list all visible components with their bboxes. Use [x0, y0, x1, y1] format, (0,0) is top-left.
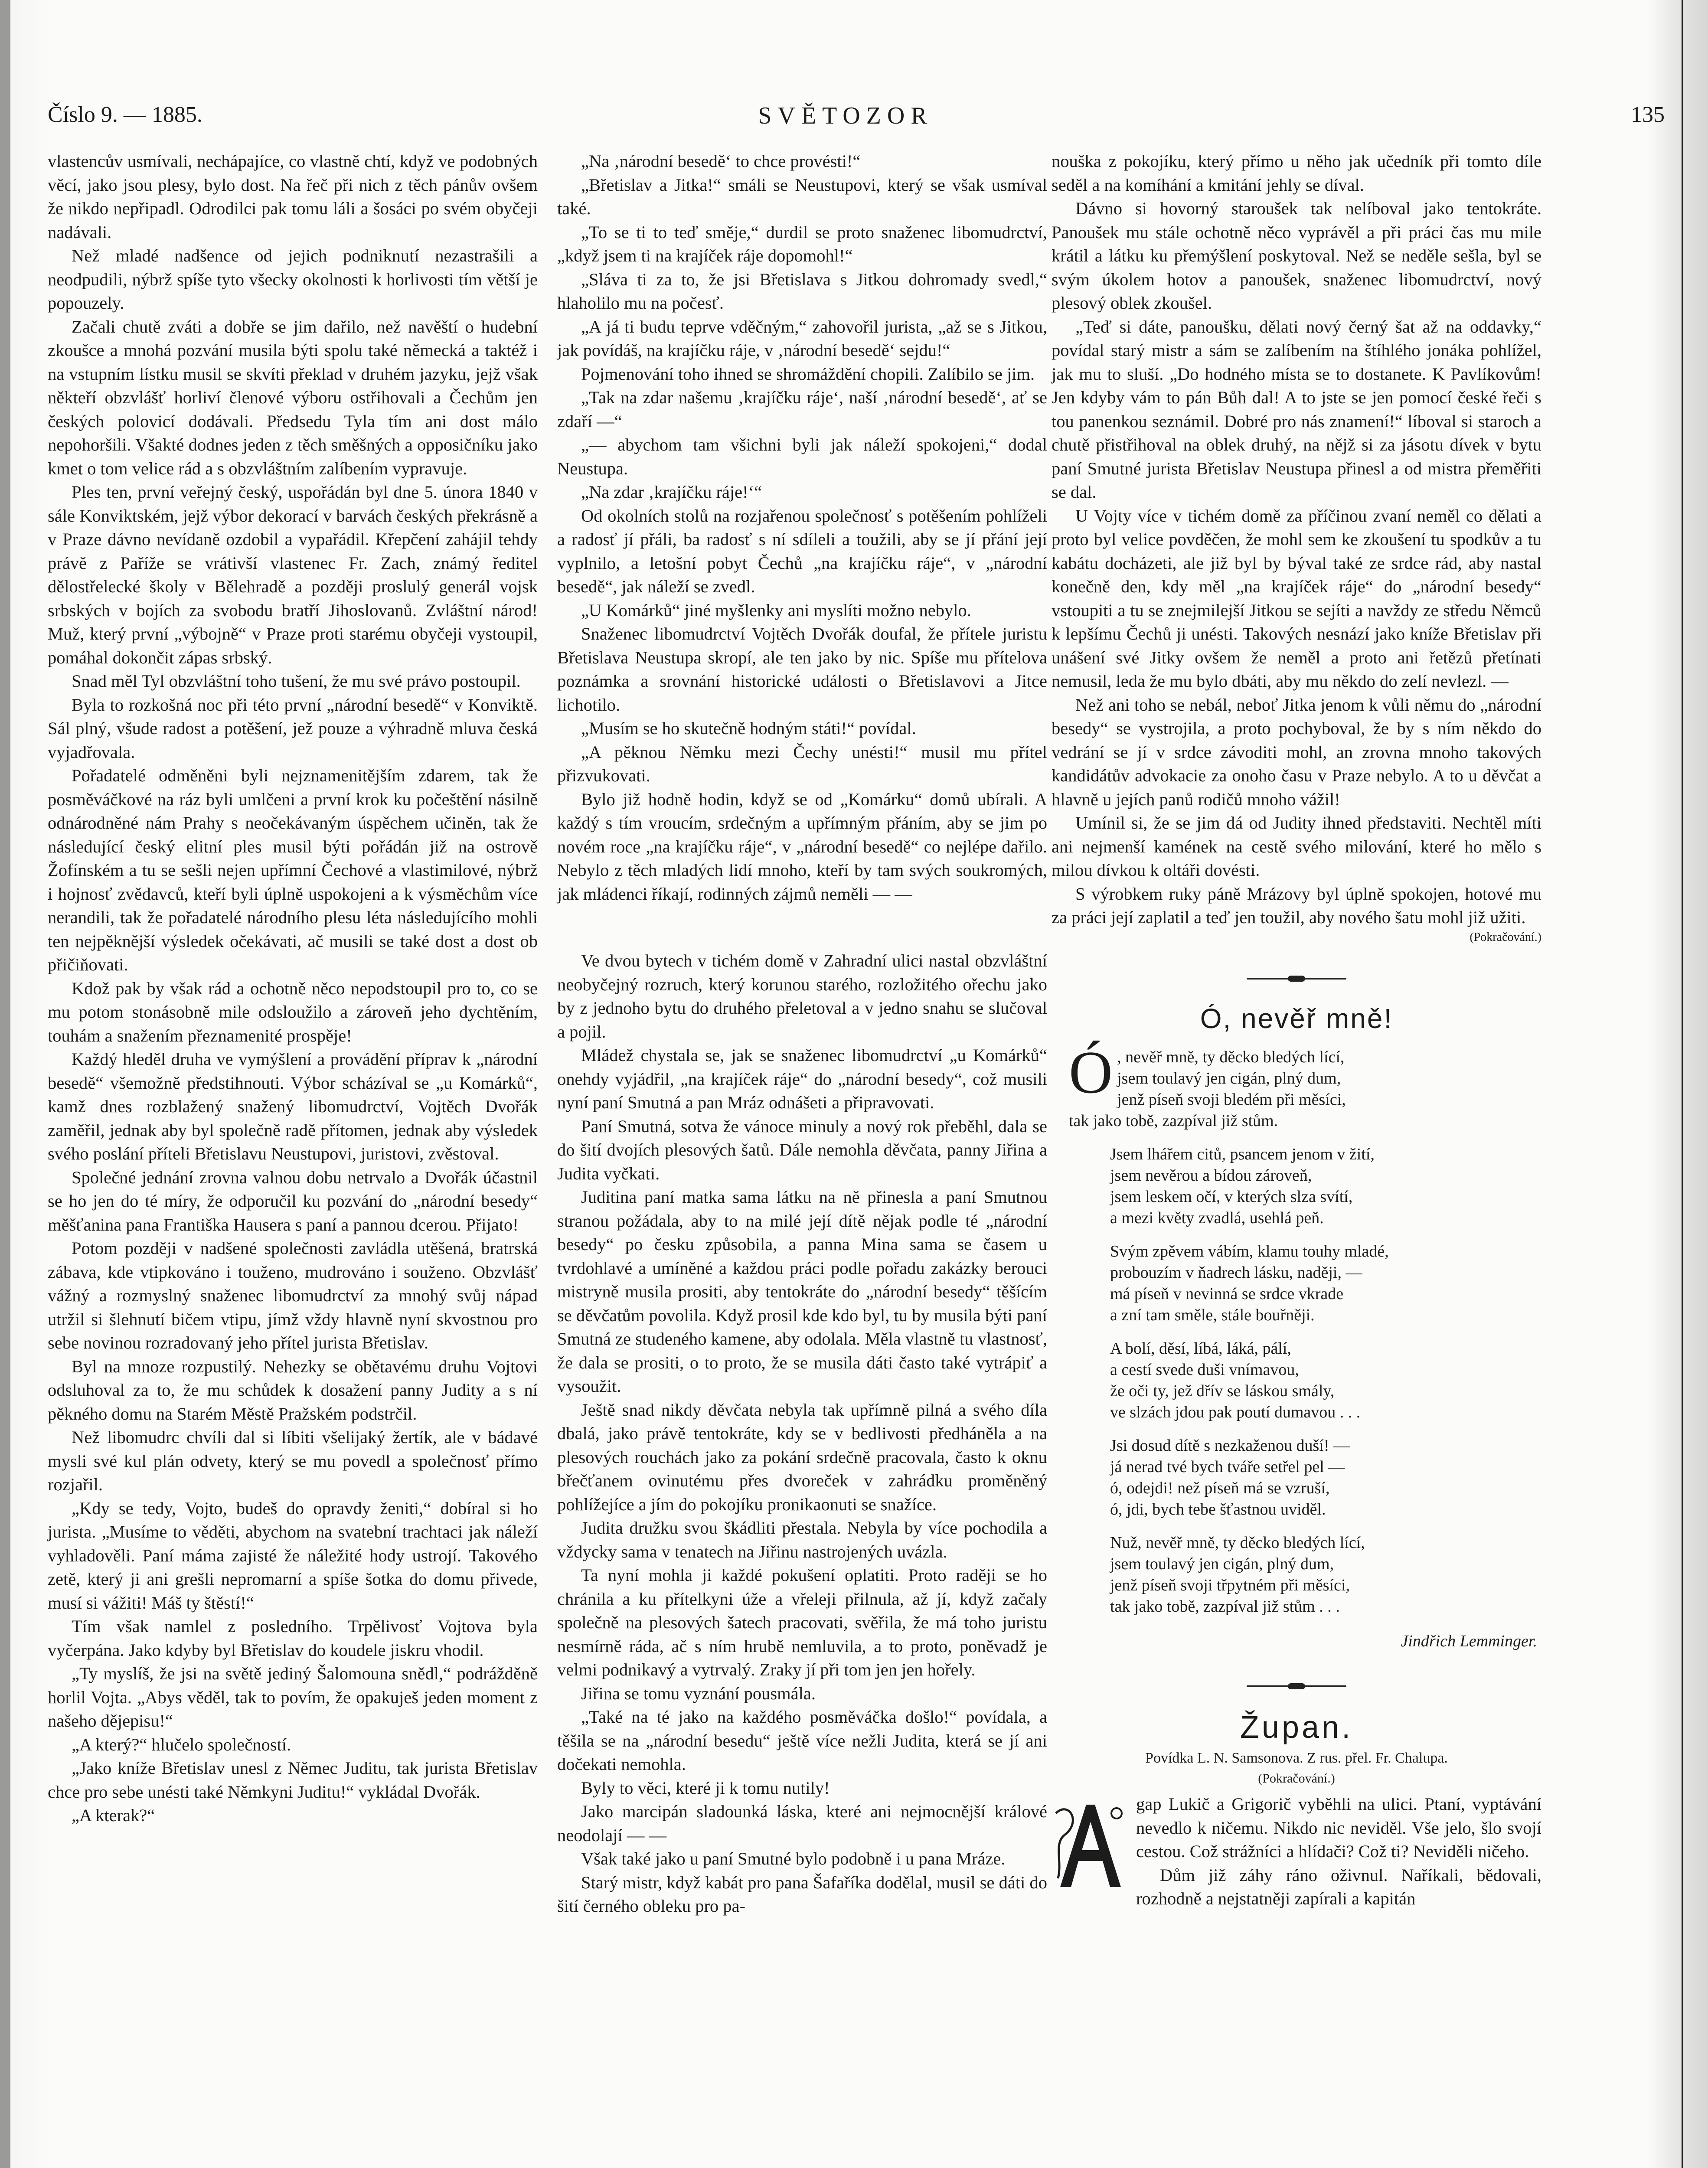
poem-line: jsem toulavý jen cigán, plný dum,: [1110, 1554, 1334, 1573]
poem-line: jenž píseň svoji třpytném při měsíci,: [1110, 1576, 1350, 1594]
paragraph: Byl na mnoze rozpustilý. Nehezky se obětavému druhu Vojtovi odsluhoval za to, že mu schůdek k dosažení panny Judity a s ní pěkného domu na Starém Městě Pražském podstrčil.: [48, 1356, 538, 1424]
paragraph: Ta nyní mohla ji každé pokušení oplatiti. Proto raději se ho chránila a ku přítelkyni úže a vřeleji přilnula, až jí, když začaly společně na plesových šatech pracovati, svěřila, že má toho juristu nesmírně ráda, ač s ním hrubě nemluvila, a to proto, poněvadž je velmi podnikavý a vytrvalý. Zraky jí při tom jen jen hořely.: [557, 1565, 1047, 1679]
paragraph: Než libomudrc chvíli dal si líbiti všelijaký žertík, ale v bádavé mysli své kul plán odvety, který se mu povedl a společnosť přímo rozjařil.: [48, 1427, 538, 1494]
paragraph: „A já ti budu teprve vděčným,“ zahovořil jurista, „až se s Jitkou, jak povídáš, na krajíčku ráje, v ‚národní besedě‘ sejdu!“: [557, 317, 1047, 360]
paragraph: „Ty myslíš, že jsi na světě jediný Šalomouna snědl,“ podrážděně horlil Vojta. „Abys věděl, tak to povím, že opakuješ jeden moment z našeho dějepisu!“: [48, 1664, 538, 1730]
poem-line: Nuž, nevěř mně, ty děcko bledých lící,: [1110, 1533, 1365, 1552]
ornament-divider: [1247, 1683, 1346, 1689]
paragraph: „Na ‚národní besedě‘ to chce provésti!“: [581, 151, 861, 171]
paragraph: „— abychom tam všichni byli jak náleží spokojeni,“ dodal Neustupa.: [557, 435, 1047, 478]
poem-author: Jindřich Lemminger.: [1401, 1632, 1537, 1650]
paragraph: Však také jako u paní Smutné bylo podobně i u pana Mráze.: [581, 1849, 1006, 1868]
paragraph: „Jako kníže Břetislav unesl z Němec Juditu, tak jurista Břetislav chce pro sebe unésti také Němkyni Juditu!“ vykládal Dvořák.: [48, 1758, 538, 1802]
paragraph: „Sláva ti za to, že jsi Břetislava s Jitkou dohromady svedl,“ hlaholilo mu na počesť.: [557, 269, 1047, 313]
paragraph: „Tak na zdar našemu ‚krajíčku ráje‘, naší ‚národní besedě‘, ať se zdaří —“: [557, 388, 1047, 431]
paragraph: „U Komárků“ jiné myšlenky ani myslíti možno nebylo.: [581, 600, 971, 620]
poem-stanza: [1069, 1435, 1541, 1520]
paragraph: Kdož pak by však rád a ochotně něco nepodstoupil pro to, co se mu potom stonásobně mile odsloužilo a zároveň jeho dychtěním, touhám a snažením přeznamenité prospěje!: [48, 978, 538, 1045]
poem-line: ó, odejdi! než píseň má se vzruší,: [1110, 1479, 1330, 1497]
paragraph: Začali chutě zváti a dobře se jim dařilo, než navěští o hudební zkoušce a mnohá pozvání musila býti spolu také německá a taktéž i na vstupním lístku musil se skvíti překlad v druhém jazyku, jejž však někteří obzvlášť horliví členové výboru ostřihovali a Čechům jen českých polovicí dodávali. Předsedu Tyla tím ani dost málo nepohoršili. Všakté dodnes jeden z těch směšných a opposičníku jako kmet o tom velice rád a s obzvláštním zalíbením vypravuje.: [48, 317, 538, 478]
poem-line: Jsem lhářem citů, psancem jenom v žití,: [1110, 1145, 1375, 1163]
paragraph: „Teď si dáte, panoušku, dělati nový černý šat až na oddavky,“ povídal starý mistr a sám se zalíbením na štíhlého jonáka pohlížel, jak mu to sluší. „Do hodného místa se to dostanete. K Pavlíkovům! Jen kdyby vám to pán Bůh dal! A to jste se jen pomocí české řeči s tou panenkou seznámil. Dobré pro nás znamení!“ líboval si staroch a chutě přistřihoval na oblek druhý, na nějž si za jásotu dívek v bytu paní Smutné jurista Břetislav Neustupa přinesl a od mistra přeměřiti se dal.: [1052, 317, 1541, 502]
paragraph: „Břetislav a Jitka!“ smáli se Neustupovi, který se však usmíval také.: [557, 175, 1047, 218]
paragraph: Ve dvou bytech v tichém domě v Zahradní ulici nastal obzvláštní neobyčejný rozruch, který korunou starého, rozložitého ořechu jako by z jednoho bytu do druhého přeletoval a v jedno snahu se slučoval a pojil.: [557, 951, 1047, 1042]
column-3: [1052, 150, 1541, 1911]
poem-line: ve slzách jdou pak poutí dumavou . . .: [1110, 1403, 1361, 1421]
paragraph: „A kterak?“: [72, 1806, 155, 1825]
column-1: [48, 150, 538, 1828]
binding-shadow: [0, 0, 10, 2168]
poem-line: má píseň v nevinná se srdce vkrade: [1110, 1284, 1344, 1303]
page-number: 135: [1631, 102, 1665, 127]
poem-line: a mezi květy zvadlá, usehlá peň.: [1110, 1208, 1324, 1227]
paragraph: Snad měl Tyl obzvláštní toho tušení, že mu své právo postoupil.: [72, 671, 521, 691]
poem-line: já nerad tvé bych tváře setřel pel —: [1110, 1457, 1345, 1476]
issue-number: Číslo 9. — 1885.: [48, 102, 202, 127]
decorative-dropcap-a-icon: [1052, 1796, 1127, 1891]
story-subtitle: Povídka L. N. Samsonova. Z rus. přel. Fr. Chalupa.: [1145, 1750, 1448, 1766]
paragraph: Mládež chystala se, jak se snaženec libomudrctví „u Komárků“ onehdy vyjádřil, „na krajíček ráje“ do „národní besedy“, což musili nyní paní Smutná a pan Mráz odnášeti a připravovati.: [557, 1045, 1047, 1112]
paragraph: Tím však namlel z posledního. Trpělivosť Vojtova byla vyčerpána. Jako kdyby byl Břetislav do koudele jiskru vhodil.: [48, 1616, 538, 1660]
poem-stanza: [1069, 1144, 1541, 1229]
poem: [1069, 1038, 1541, 1617]
paragraph: nouška z pokojíku, který přímo u něho jak učedník při tomto díle seděl a na komíhání a kmitání jehly se díval.: [1052, 151, 1541, 195]
paragraph: Bylo již hodně hodin, když se od „Komárku“ domů ubírali. A každý s tím vroucím, srdečným a upřímným přáním, aby se jim po novém roce „na krajíčku ráje“, v „národní besedě“ co nejlépe dařilo. Nebylo z těch mladých lidí mnoho, kteří by tam svých soukromých, jak mládenci říkají, rodinných zájmů neměli — —: [557, 789, 1047, 904]
continued-note: (Pokračování.): [1470, 930, 1541, 944]
magazine-title: SVĚTOZOR: [758, 102, 933, 129]
paragraph: S výrobkem ruky páně Mrázovy byl úplně spokojen, hotové mu za práci její zaplatil a teď jen toužil, aby nového šatu mohl již užiti.: [1052, 884, 1541, 927]
paragraph: Byly to věci, které ji k tomu nutily!: [581, 1778, 830, 1798]
paragraph: Od okolních stolů na rozjařenou společnosť s potěšením pohlíželi a radosť jí přáli, ba radosť s ní sdíleli a toužili, aby se jí přání její vyplnilo, a letošní pobyt Čechů „na krajíčku ráje“, v „národní besedě“, jak náleží se zvedl.: [557, 506, 1047, 596]
paragraph: Snaženec libomudrctví Vojtěch Dvořák doufal, že přítele juristu Břetislava Neustupa skropí, ale ten jako by nic. Spíše mu přítelova poznámka a srovnání historické události o Břetislavovi a Jitce lichotilo.: [557, 624, 1047, 715]
poem-stanza: [1069, 1338, 1541, 1423]
poem-stanza: [1069, 1241, 1541, 1326]
poem-stanza: [1069, 1038, 1541, 1132]
ornament-divider: [1247, 976, 1346, 982]
paragraph: „To se ti to teď směje,“ durdil se proto snaženec libomudrctví, „když jsem ti na krajíček ráje dopomohl!“: [557, 222, 1047, 265]
paragraph: Paní Smutná, sotva že vánoce minuly a nový rok přeběhl, dala se do šití dvojích plesových šatů. Dále nemohla děvčata, panny Jiřina a Judita vyčkati.: [557, 1116, 1047, 1183]
column-2: [557, 150, 1047, 1918]
page-edge-rule: [1682, 0, 1683, 2168]
paragraph: Každý hleděl druha ve vymýšlení a provádění příprav k „národní besedě“ všemožně předstihnouti. Výbor scházíval se „u Komárků“, kamž dnes rozblažený snažený libomudrctví, Vojtěch Dvořák zaměřil, jednak aby byl společně radě přítomen, jednak aby výsledek svého poslání příteli Břetislavu Neustupovi, juristovi, zvěstoval.: [48, 1049, 538, 1163]
paragraph: Dům již záhy ráno oživnul. Naříkali, bědovali, rozhodně a nejstatněji zapírali a kapitán: [1136, 1865, 1541, 1908]
paragraph: Společné jednání zrovna valnou dobu netrvalo a Dvořák účastnil se ho jen do té míry, že odporučil ku pozvání do „národní besedy“ měšťanina pana Františka Hausera s paní a pannou dcerou. Přijato!: [48, 1167, 538, 1234]
paragraph: Starý mistr, když kabát pro pana Šafaříka dodělal, musil se dáti do šití černého obleku pro pa-: [557, 1872, 1047, 1916]
poem-line: Svým zpěvem vábím, klamu touhy mladé,: [1110, 1242, 1389, 1260]
paragraph: Než ani toho se nebál, neboť Jitka jenom k vůli němu do „národní besedy“ se vystrojila, a proto pochyboval, že by s ním někdo do vedrání se jí v srdce závoditi mohl, an zrovna mnoho takových kandidátův advokacie za onoho času v Praze nebylo. A to u děvčat a hlavně u jejích panů rodičů mnoho vážil!: [1052, 695, 1541, 809]
paragraph: Jiřina se tomu vyznání pousmála.: [581, 1683, 816, 1703]
paragraph: Juditina paní matka sama látku na ně přinesla a paní Smutnou stranou požádala, aby to na milé její dítě nějak podle té „národní besedy“ po česku způsobila, a panna Mina sama se časem u tvrdohlavé a umíněné a každou práci podle pořadu zakázky berouci mistryně musila prositi, aby tentokráte do „národní besedy“ těšícím se děvčatům povolila. Když prosil kde kdo byl, tu by musila býti paní Smutná ze studeného kamene, aby odolala. Měla vlastně tu vlastnosť, že dala se prositi, o to proto, že se musila dáti často také vytrápiť a vysoužit.: [557, 1187, 1047, 1396]
poem-title: Ó, nevěř mně!: [1200, 1002, 1393, 1034]
poem-line: tak jako tobě, zazpíval již stům.: [1069, 1111, 1278, 1130]
paragraph: „Také na té jako na každého posměváčka došlo!“ povídala, a těšila se na „národní besedu“ ještě více nežli Judita, která se jí ani dočekati nemohla.: [557, 1707, 1047, 1774]
paragraph: Judita družku svou škádliti přestala. Nebyla by více pochodila a vždycky sama v tenatech na Jiřinu nastrojených uvázla.: [557, 1518, 1047, 1561]
poem-line: probouzím v ňadrech lásku, naději, —: [1110, 1263, 1362, 1282]
paragraph: „Kdy se tedy, Vojto, budeš do opravdy ženiti,“ dobíral si ho jurista. „Musíme to věděti, abychom na svatební trachtaci jak náleží vyhladověli. Paní máma zajisté že náležité hody ustrojí. Takového zetě, který ji ani grešli nepromarní a spíše šotka do domu přivede, musí si vážiti! Máš ty štěstí!“: [48, 1498, 538, 1613]
paragraph: Byla to rozkošná noc při této první „národní besedě“ v Konviktě. Sál plný, všude radost a potěšení, jež pouze a výhradně mluva česká vyjadřovala.: [48, 695, 538, 762]
paragraph: Dávno si hovorný staroušek tak nelíboval jako tentokráte. Panoušek mu stále ochotně něco vyprávěl a při práci čas mu mile krátil a látku ku přemýšlení poskytoval. Než se neděle sešla, byl se svým úkolem hotov a panoušek, snaženec libomudrctví, nový plesový oblek zkoušel.: [1052, 199, 1541, 313]
paragraph: Potom později v nadšené společnosti zavládla utěšená, bratrská zábava, kde vtipkováno i touženo, mudrováno i souženo. Obzvlášť vážný a rozmyslný snaženec libomudrctví za mnohý svůj nápad utržil si šlehnutí bičem vtipu, jímž vždy hlavně nyní skvostnou pro sebe novinou rozradovaný jeho přítel jurista Břetislav.: [48, 1238, 538, 1352]
poem-line: tak jako tobě, zazpíval již stům . . .: [1110, 1597, 1340, 1616]
poem-line: jsem leskem očí, v kterých slza svítí,: [1110, 1187, 1353, 1206]
paragraph: „A pěknou Němku mezi Čechy unésti!“ musil mu přítel přizvukovati.: [557, 742, 1047, 785]
story-continued-note: (Pokračování.): [1258, 1771, 1335, 1786]
poem-line: a zní tam směle, stále bouřněji.: [1110, 1306, 1315, 1324]
poem-line: ó, jdi, bych tebe šťastnou uviděl.: [1110, 1500, 1326, 1518]
poem-line: A bolí, děsí, líbá, láká, pálí,: [1110, 1339, 1291, 1358]
paragraph: gap Lukič a Grigorič vyběhli na ulici. Ptaní, vyptávání nevedlo k ničemu. Nikdo nic neviděl. Vše jelo, šlo svojí cestou. Což strážníci a hlídači? Což ti? Neviděli ničeho.: [1136, 1794, 1541, 1861]
paragraph: Ples ten, první veřejný český, uspořádán byl dne 5. února 1840 v sále Konviktském, jejž výbor dekorací v barvách českých překrásně a v Praze dávno nevídaně ozdobil a vypařádil. Křepčení zahájil tehdy právě z Paříže se vrátivší vlastenec Fr. Zach, známý ředitel dělostřelecké školy v Bělehradě a později proslulý generál vojsk srbských v bojích za svobodu bratří Jihoslovanů. Zvláštní národ! Muž, který první „výbojně“ v Praze proti starému obyčeji vystoupil, pomáhal dokončit zápas srbský.: [48, 482, 538, 667]
paragraph: Pojmenování toho ihned se shromáždění chopili. Zalíbilo se jim.: [581, 364, 1035, 384]
paragraph: „Musím se ho skutečně hodným státi!“ povídal.: [581, 718, 916, 738]
paragraph: „A který?“ hlučelo společností.: [72, 1734, 291, 1754]
paragraph: U Vojty více v tichém domě za příčinou zvaní neměl co dělati a proto byl velice povděčen, že mohl sem ke zkoušení tu spodkův a tu kabátu docházeti, ale již byl by býval také ze srdce rád, aby nastal konečně den, kdy měl „na krajíček ráje“ do „národní besedy“ vstoupiti a tu se znejmilejší Jitkou se sejíti a navždy ze středu Němců k lepšímu Čechů ji unésti. Takových nesnází jako kníže Břetislav při unášení své Jitky ovšem že neměl a proto ani řetězů přetínati nemusil, leda že mu bylo dbáti, aby mu někdo do zelí nevlezl. —: [1052, 506, 1541, 691]
paragraph: Než mladé nadšence od jejich podniknutí nezastrašili a neodpudili, nýbrž spíše tyto všecky okolnosti k horlivosti tím větší je popouzely.: [48, 246, 538, 313]
paragraph: Ještě snad nikdy děvčata nebyla tak upřímně pilná a svého díla dbalá, jako právě tentokráte, kdy se v bedlivosti předháněla a na plesových rouchách jako za pokání srdečně pracovala, často k oknu břečťanem ovinutému přes dvoreček v zahrádku proměněný pohlížejíce a jím do pokojíku pronikaonuti se snažíce.: [557, 1400, 1047, 1514]
paragraph: Pořadatelé odměněni byli nejznamenitějším zdarem, tak že posměváčkové na ráz byli umlčeni a první krok ku počeštění násilně odnárodněné nám Prahy s neočekávaným úspěchem učiněn, tak že následující český elitní ples musil býti pořádán již na ostrově Žofínském a tu se sešli nejen upřímní Čechové a vlastimilové, nýbrž i hojnosť zvědavců, kteří byli úplně uspokojeni a k výsměchům více nerandili, tak že pořadatelé národního plesu léta následujícího mohli ten nejpěknější výsledek očekávati, ač musili se také dost a dost ob přičiňovati.: [48, 766, 538, 974]
poem-line: jsem toulavý jen cigán, plný dum,: [1117, 1069, 1341, 1087]
paragraph: Umínil si, že se jim dá od Judity ihned představiti. Nechtěl míti ani nejmenší kamének na cestě svého milování, které ho mělo s milou dívkou k oltáři dovésti.: [1052, 813, 1541, 880]
poem-line: Jsi dosud dítě s nezkaženou duší! —: [1110, 1436, 1350, 1455]
paragraph: Jako marcipán sladounká láska, které ani nejmocnější králové neodolají — —: [557, 1802, 1047, 1845]
story-title: Župan.: [1240, 1710, 1353, 1745]
poem-dropcap: Ó: [1069, 1038, 1113, 1106]
poem-line: že oči ty, jež dřív se láskou smály,: [1110, 1381, 1335, 1400]
paragraph: „Na zdar ‚krajíčku ráje!‘“: [581, 482, 762, 502]
poem-stanza: [1069, 1532, 1541, 1617]
poem-line: jenž píseň svoji bledém při měsíci,: [1117, 1090, 1346, 1109]
poem-line: jsem nevěrou a bídou zároveň,: [1110, 1166, 1312, 1185]
paragraph: vlastencův usmívali, nechápajíce, co vlastně chtí, když ve podobných věcí, jako jsou plesy, bylo dost. Na řeč při nich z těch pánův ovšem že nikdo nepřipadl. Odrodilci pak tomu láli a šosáci po svém obyčeji nadávali.: [48, 151, 538, 242]
poem-line: , nevěř mně, ty děcko bledých lící,: [1117, 1048, 1345, 1066]
poem-line: a cestí svede duši vnímavou,: [1110, 1360, 1299, 1379]
